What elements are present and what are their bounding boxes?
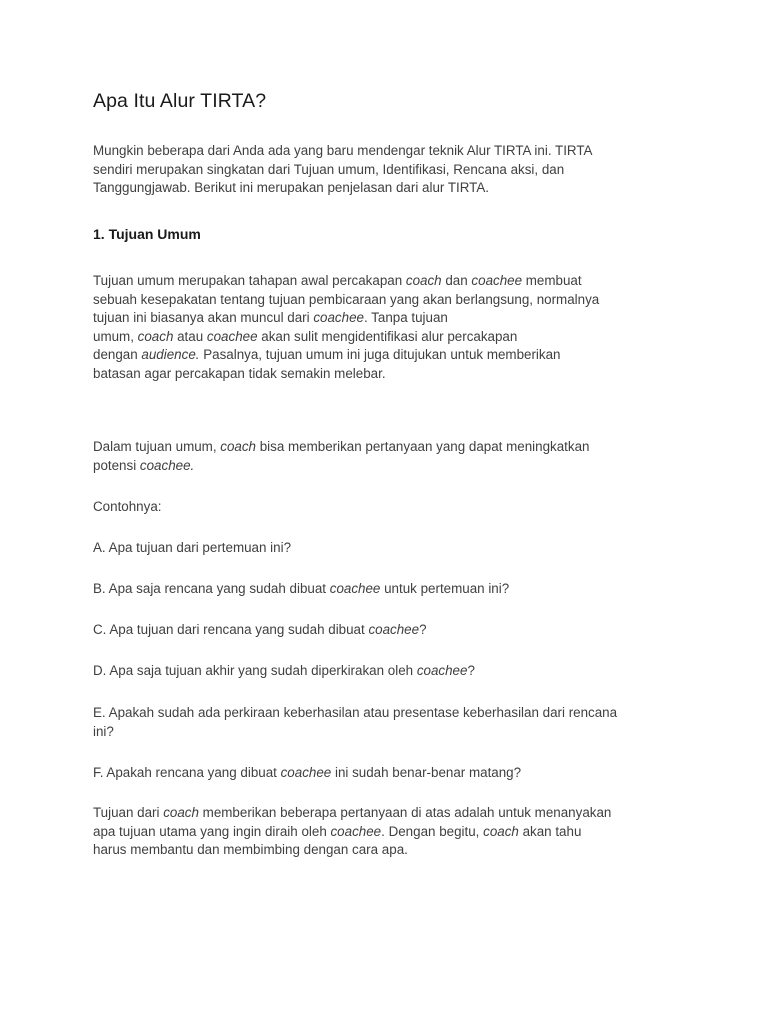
text-run: Tujuan umum merupakan tahapan awal percakapan [93,273,406,288]
text-run: membuat [522,273,582,288]
italic-term: coach [163,805,199,820]
italic-term: coachee [471,273,523,288]
text-line [93,804,683,823]
question-c [93,621,683,640]
example-label: Contohnya: [93,499,162,514]
text-line [93,309,683,328]
italic-term: coachee. [139,457,195,473]
text-run: akan sulit mengidentifikasi alur percakapan [257,328,518,344]
intro-line: sendiri merupakan singkatan dari Tujuan umum, Identifikasi, Rencana aksi, dan [93,161,565,177]
text-run: . Dengan begitu, [381,823,484,839]
italic-term: coachee [330,823,382,839]
intro-line: Tanggungjawab. Berikut ini merupakan penjelasan dari alur TIRTA. [93,180,489,195]
text-run: ? [467,663,475,678]
text-run: untuk pertemuan ini? [380,581,510,596]
text-line: harus membantu dan membimbing dengan cara apa. [93,842,408,857]
text-run: dengan [93,347,142,362]
italic-term: coach [483,823,519,839]
text-run: Dalam tujuan umum, [93,439,221,454]
text-run: F. Apakah rencana yang dibuat [93,765,281,780]
intro-line: Mungkin beberapa dari Anda ada yang baru mendengar teknik Alur TIRTA ini. TIRTA [93,143,593,158]
italic-term: coachee [206,328,258,344]
question-d [93,662,683,681]
text-line: ini? [93,723,114,739]
text-line [93,346,683,365]
section-paragraph [93,272,683,383]
text-line [93,328,683,347]
text-run: C. Apa tujuan dari rencana yang sudah dibuat [93,622,369,637]
text-run: bisa memberikan pertanyaan yang dapat meningkatkan [256,439,590,454]
text-run: D. Apa saja tujuan akhir yang sudah diperkirakan oleh [93,663,417,678]
text-run: dan [441,273,472,288]
text-line [93,457,683,476]
text-run: apa tujuan utama yang ingin diraih oleh [93,823,331,839]
question-b [93,580,683,599]
text-run: tujuan ini biasanya akan muncul dari [93,310,314,325]
italic-term: coach [137,328,174,344]
text-run: umum, [93,328,138,344]
question-f [93,764,683,783]
section-heading: 1. Tujuan Umum [93,226,201,242]
intro-paragraph [93,142,683,198]
italic-term: coachee [313,310,364,325]
page-title: Apa Itu Alur TIRTA? [93,90,267,112]
text-run: potensi [93,457,140,473]
italic-term: audience. [141,347,200,362]
question-a: A. Apa tujuan dari pertemuan ini? [93,540,292,555]
text-run: atau [173,328,207,344]
text-line [93,272,683,291]
text-run: B. Apa saja rencana yang sudah dibuat [93,581,330,596]
italic-term: coachee [416,663,468,678]
text-line: batasan agar percakapan tidak semakin melebar. [93,365,386,381]
italic-term: coachee [368,622,420,637]
text-run: memberikan beberapa pertanyaan di atas adalah untuk menanyakan [198,805,612,820]
text-run: Pasalnya, tujuan umum ini juga ditujukan untuk memberikan [199,347,561,362]
text-run: Tujuan dari [93,805,164,820]
closing-paragraph [93,804,683,860]
text-run: ini sudah benar-benar matang? [331,765,522,780]
text-run: ? [419,622,427,637]
text-run: akan tahu [518,823,582,839]
question-e [93,704,683,741]
italic-term: coachee [329,581,381,596]
italic-term: coach [405,273,442,288]
italic-term: coachee [280,765,332,780]
text-run: . Tanpa tujuan [363,310,448,325]
text-line: E. Apakah sudah ada perkiraan keberhasilan atau presentase keberhasilan dari rencana [93,705,618,720]
italic-term: coach [220,439,256,454]
section-paragraph [93,438,683,475]
text-line: sebuah kesepakatan tentang tujuan pembicaraan yang akan berlangsung, normalnya [93,291,600,307]
text-line [93,438,683,457]
text-line [93,823,683,842]
